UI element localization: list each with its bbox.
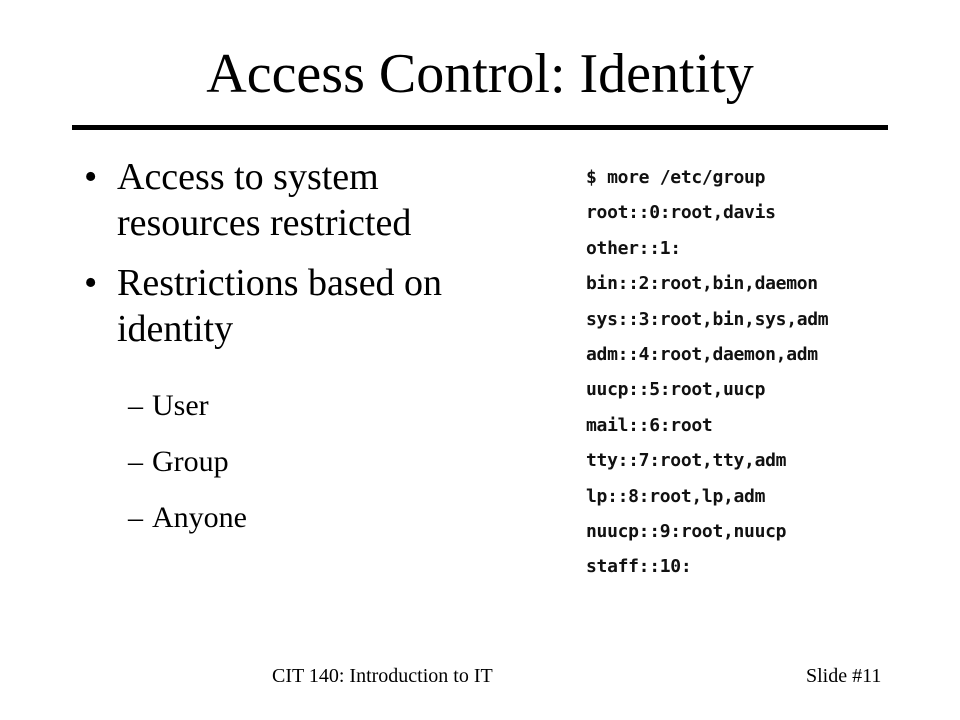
- terminal-line: bin::2:root,bin,daemon: [586, 273, 818, 295]
- bullet-item: [84, 260, 524, 352]
- footer-slide-number: Slide #11: [806, 665, 882, 687]
- bullet-list: [84, 154, 524, 366]
- terminal-line: tty::7:root,tty,adm: [586, 450, 787, 472]
- sub-bullet-item: [128, 378, 247, 434]
- terminal-line: staff::10:: [586, 556, 692, 578]
- sub-bullet-text: User: [152, 389, 209, 422]
- terminal-line: lp::8:root,lp,adm: [586, 485, 766, 507]
- sub-bullet-marker: –: [128, 501, 143, 534]
- terminal-line: sys::3:root,bin,sys,adm: [586, 308, 829, 330]
- terminal-line: root::0:root,davis: [586, 202, 776, 224]
- sub-bullet-marker: –: [128, 389, 143, 422]
- bullet-item: [84, 154, 524, 246]
- sub-bullet-item: [128, 490, 247, 546]
- sub-bullet-marker: –: [128, 445, 143, 478]
- terminal-line: mail::6:root: [586, 414, 713, 436]
- sub-bullet-text: Anyone: [152, 501, 247, 534]
- bullet-text: Access to system resources restricted: [117, 156, 412, 244]
- footer-course-title: CIT 140: Introduction to IT: [272, 665, 493, 687]
- terminal-output: [586, 160, 906, 585]
- terminal-line: adm::4:root,daemon,adm: [586, 343, 818, 365]
- terminal-line: other::1:: [586, 237, 681, 259]
- terminal-line: uucp::5:root,uucp: [586, 379, 766, 401]
- sub-bullet-item: [128, 434, 247, 490]
- bullet-text: Restrictions based on identity: [117, 262, 443, 350]
- slide-title: Access Control: Identity: [206, 43, 754, 105]
- sub-bullet-list: [128, 378, 247, 546]
- bullet-marker: •: [84, 156, 98, 198]
- title-divider: [72, 125, 888, 130]
- terminal-line: nuucp::9:root,nuucp: [586, 520, 787, 542]
- terminal-line: $ more /etc/group: [586, 167, 766, 188]
- bullet-marker: •: [84, 262, 98, 304]
- sub-bullet-text: Group: [152, 445, 229, 478]
